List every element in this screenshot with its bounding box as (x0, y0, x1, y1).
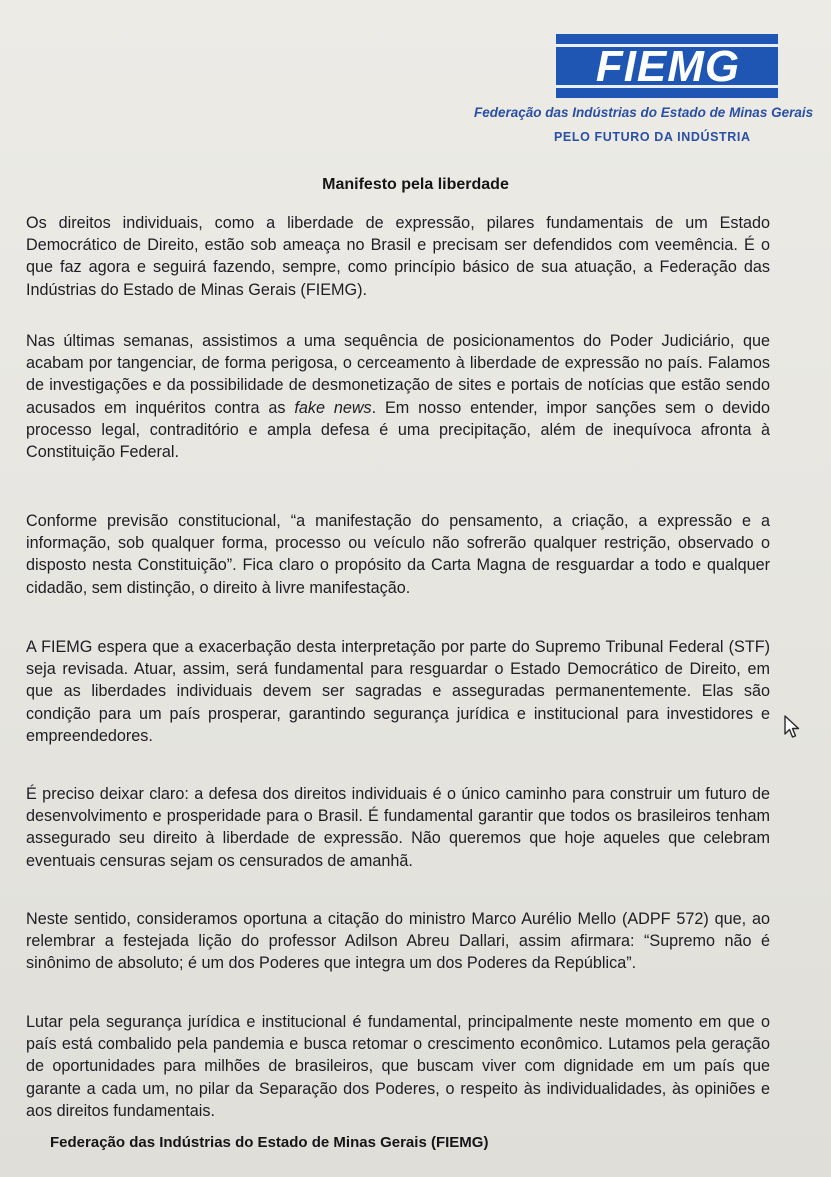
paragraph-2-text: Nas últimas semanas, assistimos a uma sequência de posicionamentos do Poder Judiciário, que acabam por tangenciar, de forma perigosa, o cerceamento à liberdade de expressão no país. Falamos de investigações e da possibilidade de desmonetização de sites e portais de notícias que estão sendo acusados em inquéritos contra as (26, 332, 770, 417)
paragraph-5: É preciso deixar claro: a defesa dos direitos individuais é o único caminho para construir um futuro de desenvolvimento e prosperidade para o Brasil. É fundamental garantir que todos os brasileiros tenham assegurado seu direito à liberdade de expressão. Não queremos que hoje aqueles que celebram eventuais censuras sejam os censurados de amanhã. (26, 785, 770, 870)
document-title: Manifesto pela liberdade (322, 176, 509, 193)
paragraph-2-emphasis: fake news (294, 398, 372, 417)
paragraph-6: Neste sentido, consideramos oportuna a citação do ministro Marco Aurélio Mello (ADPF 572) que, ao relembrar a festejada lição do professor Adilson Abreu Dallari, assim afirmara: “Supremo não é sinônimo de absoluto; é um dos Poderes que integra um dos Poderes da República”. (26, 910, 770, 973)
paragraph-3: Conforme previsão constitucional, “a manifestação do pensamento, a criação, a expressão e a informação, sob qualquer forma, processo ou veículo não sofrerão qualquer restrição, observado o disposto nesta Constituição”. Fica claro o propósito da Carta Magna de resguardar a todo e qualquer cidadão, sem distinção, o direito à livre manifestação. (26, 512, 770, 597)
logo-text: FIEMG (595, 42, 741, 91)
paragraph-2-text-end: . Em nosso entender, impor sanções sem o devido processo legal, contraditório e ampla defesa é uma precipitação, além de inequívoca afronta à Constituição Federal. (26, 398, 771, 462)
mouse-pointer-icon (783, 714, 801, 745)
organization-name: Federação das Indústrias do Estado de Minas Gerais (474, 105, 814, 120)
paragraph-1: Os direitos individuais, como a liberdade de expressão, pilares fundamentais de um Estado Democrático de Direito, estão sob ameaça no Brasil e precisam ser defendidos com veemência. É o que faz agora e seguirá fazendo, sempre, como princípio básico de sua atuação, a Federação das Indústrias do Estado de Minas Gerais (FIEMG). (26, 214, 770, 299)
paragraph-4: A FIEMG espera que a exacerbação desta interpretação por parte do Supremo Tribunal Federal (STF) seja revisada. Atuar, assim, será fundamental para resguardar o Estado Democrático de Direito, em que as liberdades individuais devem ser sagradas e asseguradas permanentemente. Elas são condição para um país prosperar, garantindo segurança jurídica e institucional para investidores e empreendedores. (26, 638, 770, 745)
signature: Federação das Indústrias do Estado de Minas Gerais (FIEMG) (50, 1134, 489, 1151)
fiemg-logo (556, 34, 778, 98)
fiemg-logo-graphic (556, 34, 778, 98)
paragraph-7: Lutar pela segurança jurídica e institucional é fundamental, principalmente neste momento em que o país está combalido pela pandemia e busca retomar o crescimento econômico. Lutamos pela geração de oportunidades para milhões de brasileiros, que buscam viver com dignidade em um país que garante a cada um, no pilar da Separação dos Poderes, o respeito às individualidades, às opiniões e aos direitos fundamentais. (26, 1013, 770, 1120)
slogan: PELO FUTURO DA INDÚSTRIA (554, 130, 751, 144)
paragraph-2 (26, 330, 770, 463)
